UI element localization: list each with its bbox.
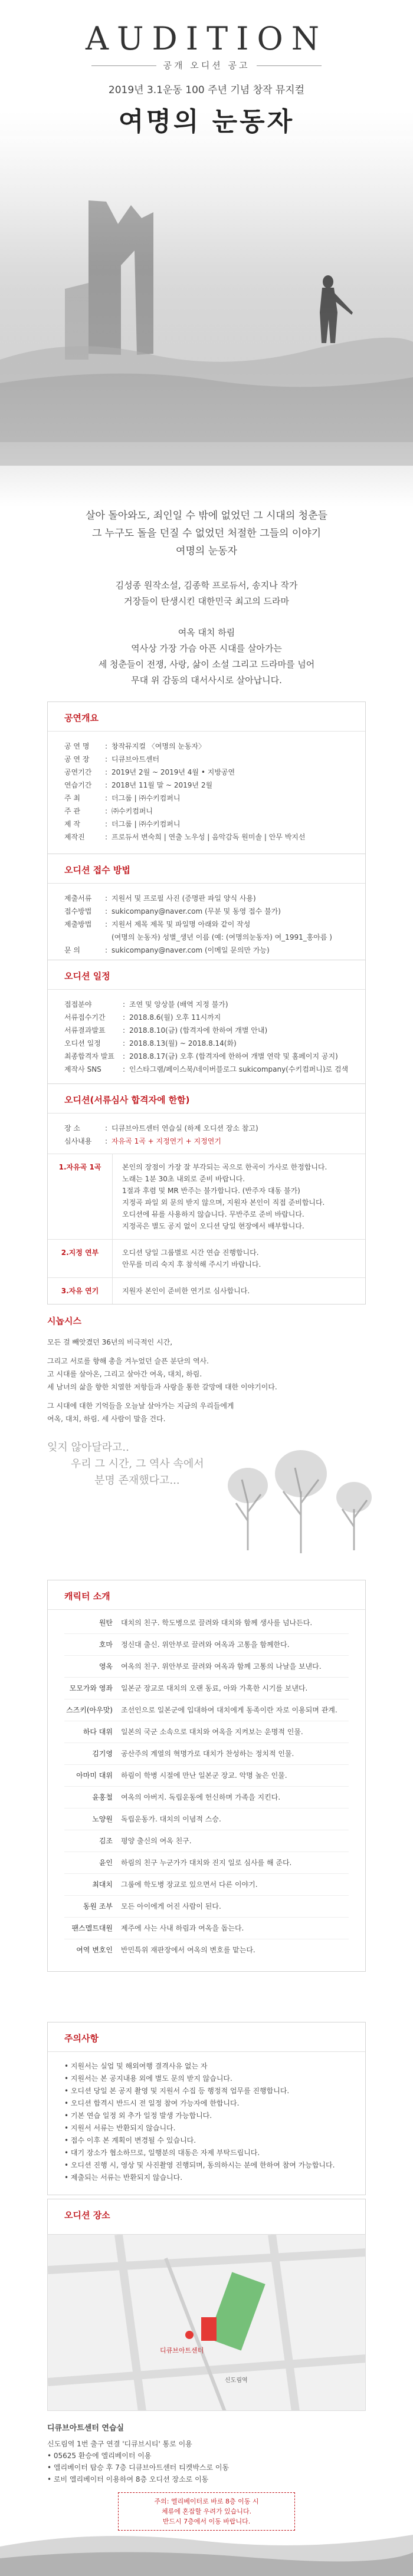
map-graphic <box>48 2235 366 2411</box>
cast-row: 윤홍철 여옥의 아버지. 독립운동에 헌신하며 가족을 지킨다. <box>64 1787 349 1809</box>
cast-row: 호마 정신대 출신. 위안부로 끌려와 여옥과 고통을 함께한다. <box>64 1634 349 1656</box>
apply-heading: 오디션 접수 방법 <box>64 865 130 875</box>
cast-row: 김기영 공산주의 계열의 혁명가로 대치가 찬성하는 정치적 인물. <box>64 1743 349 1765</box>
cast-row: 최대치 그룹에 학도병 장교로 있으면서 다른 이야기. <box>64 1874 349 1896</box>
intro <box>0 507 413 689</box>
cast-row: 영옥 여옥의 친구. 위안부로 끌려와 여옥과 함께 고통의 나날을 보낸다. <box>64 1656 349 1678</box>
info-row: 접접분야 : 조연 및 앙상블 (배역 지정 불가) <box>64 1000 228 1009</box>
cast-row: 김조 평양 출신의 여옥 친구. <box>64 1830 349 1852</box>
performance-heading: 공연개요 <box>64 713 99 723</box>
map-station-label: 신도림역 <box>225 2377 248 2384</box>
notice-item: • 지원서는 본 공지내용 외에 별도 문의 받지 않습니다. <box>64 2074 232 2083</box>
info-row: 서류결과발표 : 2018.8.10(금) (합격자에 한하여 개별 안내) <box>64 1026 268 1035</box>
info-row: 접수방법 : sukicompany@naver.com (무분 및 동영 접수 불가) <box>64 905 349 918</box>
intro-desc: 김성종 원작소설, 김종학 프로듀서, 송지나 작가 거장들이 탄생시킨 대한민국 최고의 드라마 <box>115 580 298 607</box>
info-row: 제작사 SNS : 인스타그램/페이스북/네이버블로그 sukicompany(수키컴퍼니)로 검색 <box>64 1065 349 1073</box>
cast-row: 노양원 독립운동가. 대치의 이념적 스승. <box>64 1809 349 1830</box>
cast-row: 동원 조부 모든 아이에게 어진 사람이 된다. <box>64 1896 349 1918</box>
notice-item: • 지원서 서류는 반환되지 않습니다. <box>64 2124 176 2132</box>
notice-item: • 오디션 당일 본 공지 촬영 및 지원서 수집 등 행정적 업무를 진행합니다. <box>64 2087 290 2095</box>
synopsis-section: 시놉시스 모든 걸 빼앗겼던 36년의 비극적인 시간, 그리고 서로를 향해 총을 겨누었던 슬픈 분단의 역사. 고 시대를 살아온, 그리고 살아간 여옥, 대치, 하림. 세 남녀의 삶을 향한 치열한 저항들과 사랑을 통한 갈망에 대한 이야기이다. 그 시대에 대한 기억들을 오늘날 살아가는 지금의 우리들에게 여옥, 대치, 하림. 세 사람이 말을 건다. 잊지 않아달라고.. 우리 그 시간, 그 역사 속에서 분명 존재했다고... <box>47 1315 366 1489</box>
info-row: 제출방법 : 지원서 제목 제목 및 파일명 아래와 같이 작성 <box>64 920 251 928</box>
info-row: 연습기간 : 2018년 11월 말 ~ 2019년 2월 <box>64 781 213 789</box>
cast-row: 팬스멜트대원 제주에 사는 사내 하림과 여옥을 돕는다. <box>64 1918 349 1939</box>
cast-section <box>47 1580 366 1972</box>
audition-grid-row: 1.자유곡 1곡 본인의 장점이 가장 잘 부각되는 곡으로 한곡이 가사로 한정합니다. 노래는 1분 30초 내외로 준비 바랍니다. 1절과 후렴 및 MR 반주는 불가합니다. (반주자 대동 불가) 지정곡 파일 외 문의 받지 않으며, 지원자 본인이 직접 준비합니다. 오디션에 뮤를 사용하지 않습니다. 무반주로 준비 바랍니다. 지정곡은 별도 공지 없이 오디션 당일 현장에서 배부합니다. <box>48 1154 365 1239</box>
cast-row: 윤인 하림의 친구 누군가가 대치와 진지 일로 심사를 해 준다. <box>64 1852 349 1874</box>
notice-section <box>47 2022 366 2195</box>
schedule-section <box>47 960 366 1087</box>
brand-subtitle: 공개 오디션 공고 <box>0 59 413 71</box>
venue-heading: 오디션 장소 <box>64 2210 110 2221</box>
audition-grid-row: 2.지정 연부 오디션 당일 그룹별로 시간 연습 진행합니다. 안무를 미리 숙지 후 참석해 주시기 바랍니다. <box>48 1239 365 1277</box>
footer-fog-graphic <box>0 2523 413 2576</box>
info-row: 주 관 : ㈜수키컴퍼니 <box>64 807 153 815</box>
venue-name: 디큐브아트센터 연습실 <box>47 2424 124 2433</box>
apply-section <box>47 854 366 968</box>
info-row: 최종합격자 발표 : 2018.8.17(금) 오후 (합격자에 한하여 개별 연락 및 홈페이지 공지) <box>64 1052 338 1060</box>
audition-heading: 오디션(서류심사 합격자에 한함) <box>64 1095 190 1105</box>
notice-heading: 주의사항 <box>64 2033 99 2044</box>
synopsis-quote: 잊지 않아달라고.. 우리 그 시간, 그 역사 속에서 분명 존재했다고... <box>47 1441 204 1487</box>
venue-info: 디큐브아트센터 연습실 신도림역 1번 출구 연결 '디큐브시티' 통로 이용 • 05625 환승에 엘리베이터 이용 • 엘리베이터 탑승 후 7층 디큐브아트센터 티켓박스로 이동 • 로비 엘리베이터 이용하여 8층 오디션 장소로 이동 주의: 엘리베이터로 바로 8층 이동 시 체류에 혼잡할 우려가 있습니다. 반드시 7층에서 이동 바랍니다. <box>47 2423 366 2531</box>
cast-row: 하다 대위 일본의 국군 소속으로 대치와 여옥을 지켜보는 운명적 인물. <box>64 1721 349 1743</box>
info-row: 제출서류 : 지원서 및 프로필 사진 (증명판 파일 양식 사용) <box>64 894 256 902</box>
cast-row: 여역 변호인 반민특위 재판장에서 여옥의 변호를 맡는다. <box>76 1946 255 1954</box>
map-venue-label: 디큐브아트센터 <box>160 2347 204 2354</box>
cast-row: 원탄 대치의 친구. 학도병으로 끌려와 대치와 함께 생사를 넘나든다. <box>64 1612 349 1634</box>
audition-section: 오디션(서류심사 합격자에 한함) 장 소 : 디큐브아트센터 연습실 (하제 오디션 장소 참고) 심사내용 : 자유곡 1곡 + 지정연기 + 지정연기 1.자유곡 1곡 본인의 장점이 가장 잘 부각되는 곡으로 한곡이 가사로 한정합니다. 노래는 1분 30초 내외로 준비 바랍니다. 1절과 후렴 및 MR 반주는 불가합니다. (반주자 대동 불가) 지정곡 파일 외 문의 받지 않으며, 지원자 본인이 직접 준비합니다. 오디션에 뮤를 사용하지 않습니다. 무반주로 준비 바랍니다. 지정곡은 별도 공지 없이 오디션 당일 현장에서 배부합니다. 2.지정 연부 오디션 당일 그룹별로 시간 연습 진행합니다. 안무를 미리 숙지 후 참석해 주시기 바랍니다. 3.자유 연기 지원자 본인이 준비한 연기로 심사합니다. <box>47 1083 366 1305</box>
info-row: (여명의 눈동자) 성별_생년 이름 (예: (여명의눈동자) 여_1991_홍아름 ) <box>112 933 332 941</box>
cast-row: 모모가와 영좌 일본군 장교로 대치의 오랜 동료, 아와 가혹한 시기를 보낸다. <box>64 1678 349 1699</box>
info-row: 문 의 : sukicompany@naver.com (이메일 문의만 가능) <box>64 944 349 957</box>
audition-grid-row: 3.자유 연기 지원자 본인이 준비한 연기로 심사합니다. <box>48 1277 365 1304</box>
synopsis-heading: 시놉시스 <box>47 1316 81 1326</box>
hero-title: 여명의 눈동자 <box>118 107 295 137</box>
notice-item: • 제출되는 서류는 반환되지 않습니다. <box>64 2173 183 2182</box>
info-row: 서류접수기간 : 2018.8.6(월) 오후 11시까지 <box>64 1013 221 1022</box>
intro-poem: 살아 돌아와도, 죄인일 수 밖에 없었던 그 시대의 청춘들 그 누구도 돌을 던질 수 없었던 처절한 그들의 이야기 여명의 눈동자 <box>86 510 327 557</box>
venue-tip-box: 주의: 엘리베이터로 바로 8층 이동 시 체류에 혼잡할 우려가 있습니다. 반드시 7층에서 이동 바랍니다. <box>118 2492 295 2531</box>
hero-kicker: 2019년 3.1운동 100 주년 기념 창작 뮤지컬 <box>108 84 305 96</box>
location-pin-icon <box>185 2331 194 2339</box>
notice-item: • 대기 장소가 협소하므로, 일행분의 대동은 자제 부탁드립니다. <box>64 2149 260 2157</box>
notice-item: • 오디션 합격시 반드시 전 일정 참여 가능자에 한합니다. <box>64 2099 240 2107</box>
schedule-heading: 오디션 일정 <box>64 971 110 981</box>
info-row: 공 연 장 : 디큐브아트센터 <box>64 755 160 763</box>
notice-item: • 지원서는 실업 및 해외여행 결격사유 없는 자 <box>64 2062 208 2070</box>
info-row: 제 작 : 더그룹 | ㈜수키컴퍼니 <box>64 820 181 828</box>
info-row: 제작진 : 프로듀서 변숙희 | 연출 노우성 | 음악감독 원미솔 | 안무 박지선 <box>64 833 306 841</box>
performance-section <box>47 701 366 855</box>
tree-silhouette <box>212 1438 389 1556</box>
intro-desc2: 여옥 대치 하림 역사상 가장 가슴 아픈 시대를 살아가는 세 청춘들이 전쟁, 사랑, 삶이 소설 그리고 드라마를 넘어 무대 위 감동의 대서사시로 살아납니다. <box>98 627 315 686</box>
cast-row: 스즈키(아우맞) 조선인으로 일본군에 입대하여 대치에게 동족이란 자로 이용되며 관계. <box>64 1699 349 1721</box>
apply-email-link[interactable]: sukicompany@naver.com (무분 및 동영 접수 불가) <box>112 907 281 915</box>
performance-rows <box>48 732 365 854</box>
info-row: 주 최 : 더그룹 | ㈜수키컴퍼니 <box>64 794 181 802</box>
war-scene-illustration <box>0 136 413 507</box>
cast-heading: 캐릭터 소개 <box>64 1591 110 1602</box>
notice-item: • 오디션 진행 시, 영상 및 사진촬영 진행되며, 동의하시는 분에 한하여 참여 가능합니다. <box>64 2161 335 2169</box>
info-row: 오디션 일정 : 2018.8.13(월) ~ 2018.8.14(화) <box>64 1039 237 1047</box>
venue-map[interactable] <box>47 2234 366 2411</box>
info-row: 공연기간 : 2019년 2월 ~ 2019년 4월 • 지방공연 <box>64 768 235 776</box>
hero <box>0 0 413 507</box>
notice-item: • 기본 연습 일정 외 추가 일정 발생 가능합니다. <box>64 2111 212 2120</box>
notice-item: • 접수 이후 본 계획이 변경될 수 있습니다. <box>64 2136 196 2145</box>
cast-row: 아마미 대위 하림이 학병 시절에 만난 일본군 장교. 악명 높은 인물. <box>64 1765 349 1787</box>
venue-section <box>47 2199 366 2234</box>
info-row: 공 연 명 : 창작뮤지컬 〈여명의 눈동자〉 <box>64 742 206 750</box>
contact-email-link[interactable]: sukicompany@naver.com (이메일 문의만 가능) <box>112 946 270 954</box>
brand-title: AUDITION <box>85 20 327 57</box>
